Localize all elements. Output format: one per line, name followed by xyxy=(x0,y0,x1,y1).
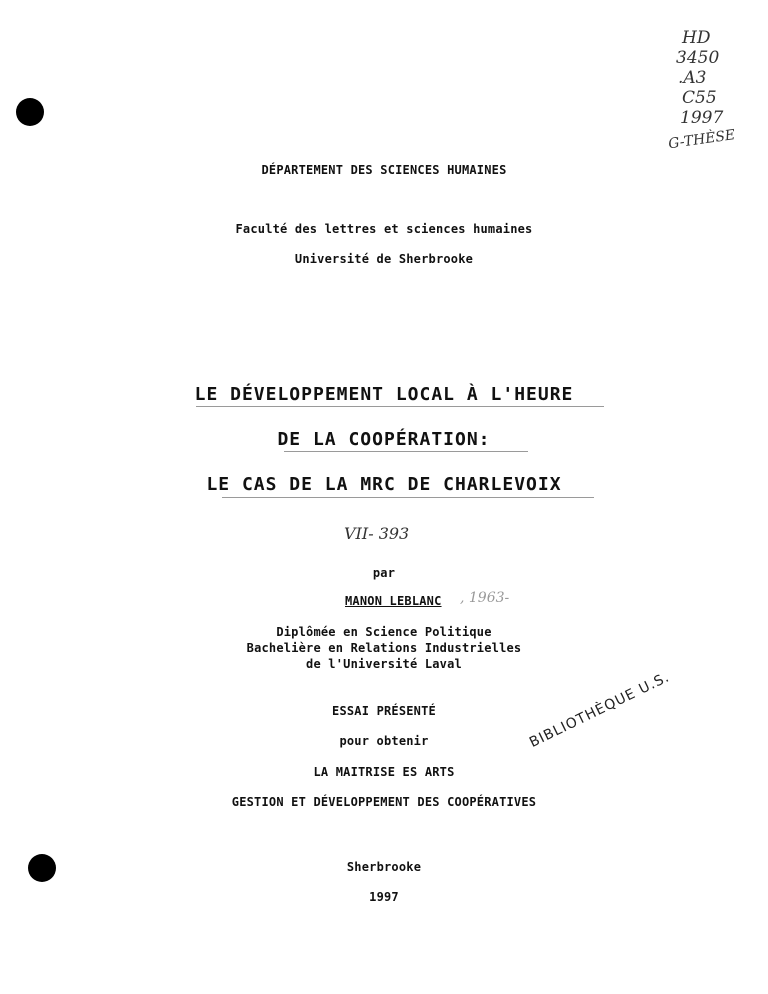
faculty-line: Faculté des lettres et sciences humaines xyxy=(235,222,533,236)
call-number xyxy=(660,28,760,153)
credential-line: de l'Université Laval xyxy=(306,657,462,671)
program-name: GESTION ET DÉVELOPPEMENT DES COOPÉRATIVES xyxy=(231,795,537,809)
call-number-line: C55 xyxy=(682,88,717,108)
credential-line: Bachelière en Relations Industrielles xyxy=(246,641,522,655)
binder-hole-top xyxy=(16,98,44,126)
library-stamp: BIBLIOTHÈQUE U.S. xyxy=(526,669,673,751)
title-line-3: LE CAS DE LA MRC DE CHARLEVOIX xyxy=(206,474,562,495)
author-name: MANON LEBLANC xyxy=(345,594,442,608)
to-obtain: pour obtenir xyxy=(339,734,429,748)
credentials xyxy=(0,624,768,672)
call-number-line: 1997 xyxy=(680,108,724,128)
title-underline-1 xyxy=(196,406,604,407)
university-line: Université de Sherbrooke xyxy=(294,252,474,266)
essay-presented: ESSAI PRÉSENTÉ xyxy=(332,704,436,718)
place: Sherbrooke xyxy=(346,860,422,874)
call-number-line: G-THÈSE xyxy=(667,127,737,153)
degree-name: LA MAITRISE ES ARTS xyxy=(313,765,455,779)
by-word: par xyxy=(372,566,396,580)
call-number-line: .A3 xyxy=(678,68,707,88)
department-heading: DÉPARTEMENT DES SCIENCES HUMAINES xyxy=(261,163,507,177)
credential-line: Diplômée en Science Politique xyxy=(276,625,492,639)
call-number-line: 3450 xyxy=(676,48,720,68)
call-number-line: HD xyxy=(682,28,711,48)
year: 1997 xyxy=(369,890,399,904)
title-line-1: LE DÉVELOPPEMENT LOCAL À L'HEURE xyxy=(194,384,574,405)
title-line-2: DE LA COOPÉRATION: xyxy=(277,429,491,450)
catalog-note: VII- 393 xyxy=(344,524,410,543)
title-underline-3 xyxy=(222,497,594,498)
author-birth-year: , 1963- xyxy=(460,590,510,606)
title-underline-2 xyxy=(284,451,528,452)
